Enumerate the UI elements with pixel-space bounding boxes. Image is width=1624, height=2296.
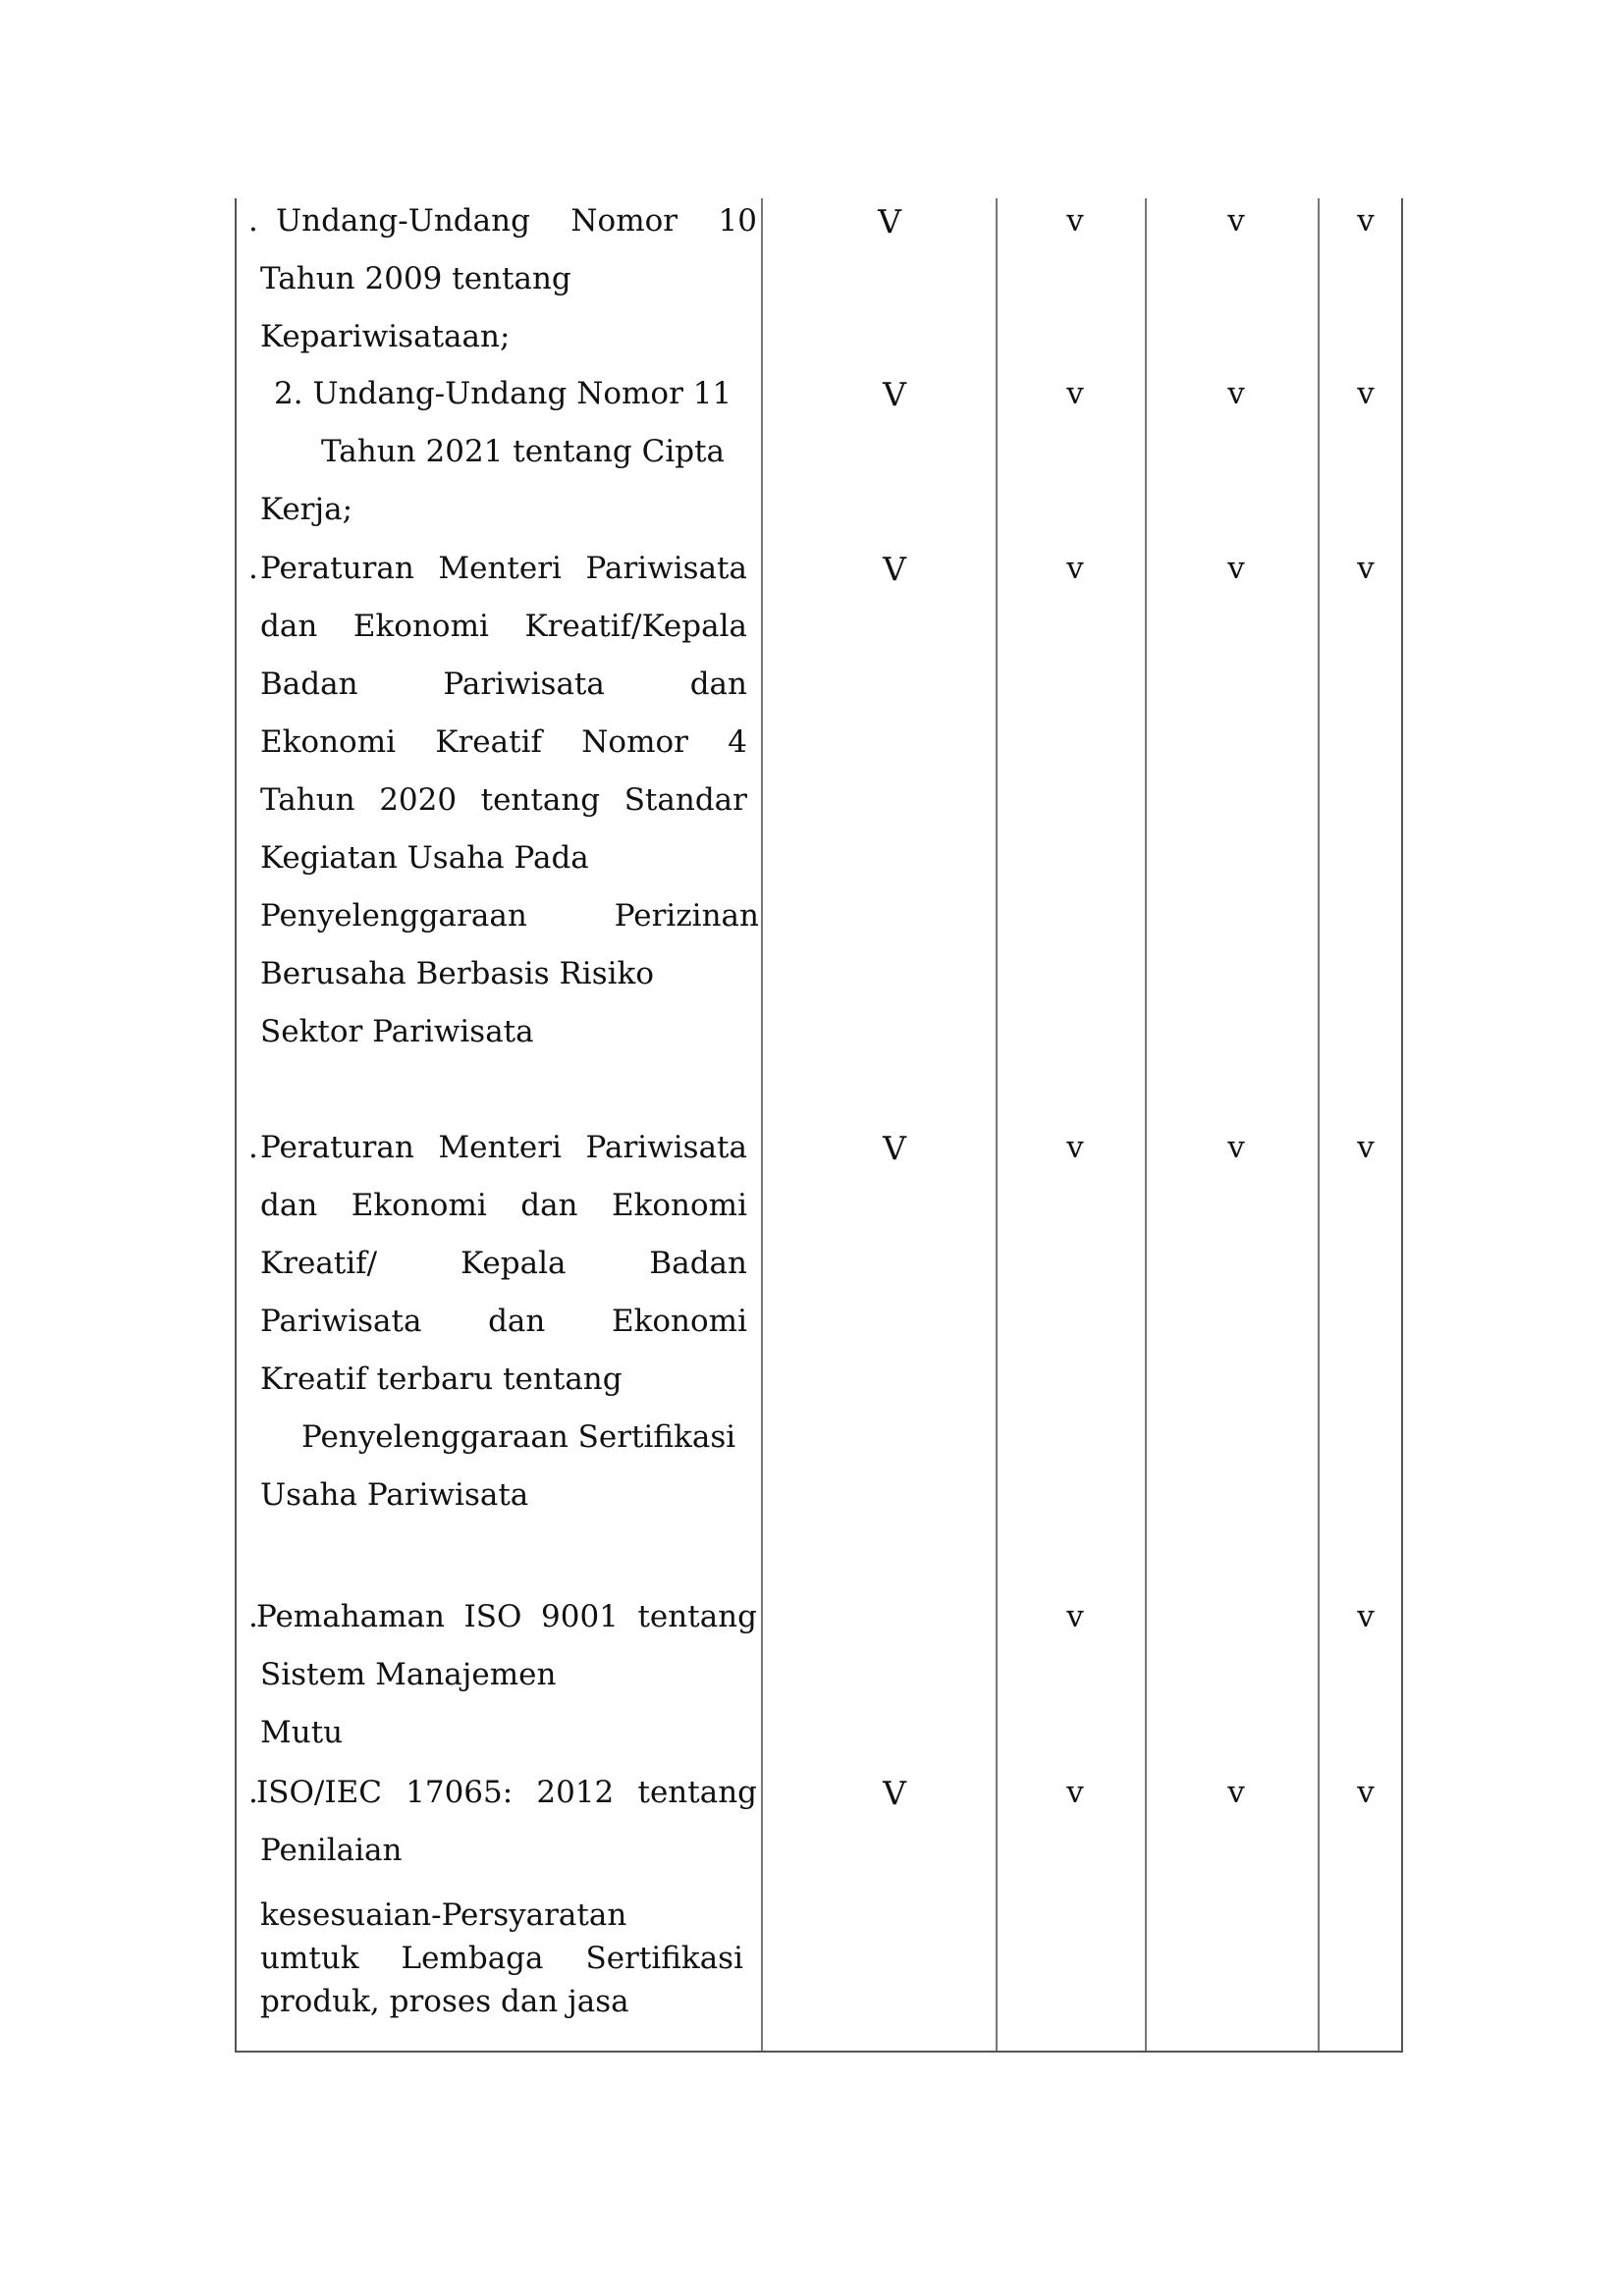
text-line: Pemahaman ISO 9001 tentang — [256, 1599, 757, 1634]
row-number: . — [248, 551, 258, 586]
regulation-cell — [248, 1119, 747, 1524]
table-row — [237, 1588, 1401, 1764]
text-line: Penyelenggaraan Perizinan — [260, 898, 759, 934]
row-number: . — [248, 203, 258, 239]
check-mark-col1: V — [878, 202, 901, 240]
text-line: produk, proses dan jasa — [260, 1984, 629, 2019]
text-line: Penilaian — [260, 1833, 403, 1868]
text-line: Badan Pariwisata dan — [260, 667, 747, 702]
text-line: ISO/IEC 17065: 2012 tentang — [256, 1775, 757, 1810]
check-mark-col3: v — [1227, 203, 1245, 239]
table-row — [237, 198, 1401, 371]
check-mark-col1: V — [883, 1129, 906, 1167]
text-line: Peraturan Menteri Pariwisata — [260, 1130, 747, 1165]
check-mark-col3: v — [1227, 551, 1245, 586]
check-mark-col3: v — [1227, 376, 1245, 411]
check-mark-col2: v — [1066, 1775, 1084, 1810]
row-number: . — [248, 1599, 258, 1634]
text-line: Kerja; — [260, 492, 353, 527]
check-mark-col2: v — [1066, 203, 1084, 239]
check-mark-col2: v — [1066, 1130, 1084, 1165]
text-line: Kreatif terbaru tentang — [260, 1362, 623, 1397]
text-line: Undang-Undang Nomor 10 — [276, 203, 757, 239]
regulation-cell — [248, 1764, 757, 2023]
text-line: Undang-Undang Nomor 11 — [312, 376, 732, 411]
check-mark-col2: v — [1066, 1599, 1084, 1634]
text-line: umtuk Lembaga Sertifikasi — [260, 1941, 743, 1976]
row-number: 2. — [274, 376, 303, 411]
table-row — [237, 1764, 1401, 2053]
text-line: Sektor Pariwisata — [260, 1014, 534, 1049]
text-line: Usaha Pariwisata — [260, 1477, 529, 1513]
check-mark-col4: v — [1357, 551, 1375, 586]
check-mark-col4: v — [1357, 1130, 1375, 1165]
text-line: Kegiatan Usaha Pada — [260, 840, 589, 876]
text-line: dan Ekonomi dan Ekonomi — [260, 1188, 747, 1223]
row-number: . — [248, 1130, 258, 1165]
regulation-cell — [248, 1588, 757, 1762]
check-mark-col4: v — [1357, 376, 1375, 411]
regulation-cell — [248, 192, 757, 366]
check-mark-col3: v — [1227, 1130, 1245, 1165]
text-line: Kreatif/ Kepala Badan — [260, 1246, 747, 1281]
check-mark-col2: v — [1066, 551, 1084, 586]
text-line: Pariwisata dan Ekonomi — [260, 1304, 747, 1339]
regulation-cell — [260, 365, 757, 539]
text-line: Penyelenggaraan Sertifikasi — [301, 1419, 736, 1455]
check-mark-col1: V — [883, 375, 906, 413]
regulation-cell — [248, 540, 759, 1061]
check-mark-col1: V — [883, 1774, 906, 1812]
text-line: Berusaha Berbasis Risiko — [260, 956, 654, 991]
row-number: . — [248, 1775, 258, 1810]
regulation-table — [235, 198, 1403, 2053]
check-mark-col4: v — [1357, 203, 1375, 239]
text-line: kesesuaian-Persyaratan — [260, 1897, 627, 1933]
check-mark-col4: v — [1357, 1775, 1375, 1810]
table-row — [237, 546, 1401, 1119]
text-line: Ekonomi Kreatif Nomor 4 — [260, 724, 747, 760]
text-line: Tahun 2020 tentang Standar — [260, 782, 747, 818]
text-line: Tahun 2021 tentang Cipta — [321, 434, 726, 469]
check-mark-col2: v — [1066, 376, 1084, 411]
text-line: Mutu — [260, 1715, 344, 1750]
check-mark-col3: v — [1227, 1775, 1245, 1810]
text-line: Tahun 2009 tentang — [260, 261, 571, 296]
check-mark-col4: v — [1357, 1599, 1375, 1634]
text-line: Sistem Manajemen — [260, 1657, 557, 1692]
text-line: Peraturan Menteri Pariwisata — [260, 551, 747, 586]
check-mark-col1: V — [883, 550, 906, 588]
text-line: dan Ekonomi Kreatif/Kepala — [260, 609, 747, 644]
table-row — [237, 371, 1401, 546]
text-line: Kepariwisataan; — [260, 319, 511, 354]
table-row — [237, 1119, 1401, 1588]
